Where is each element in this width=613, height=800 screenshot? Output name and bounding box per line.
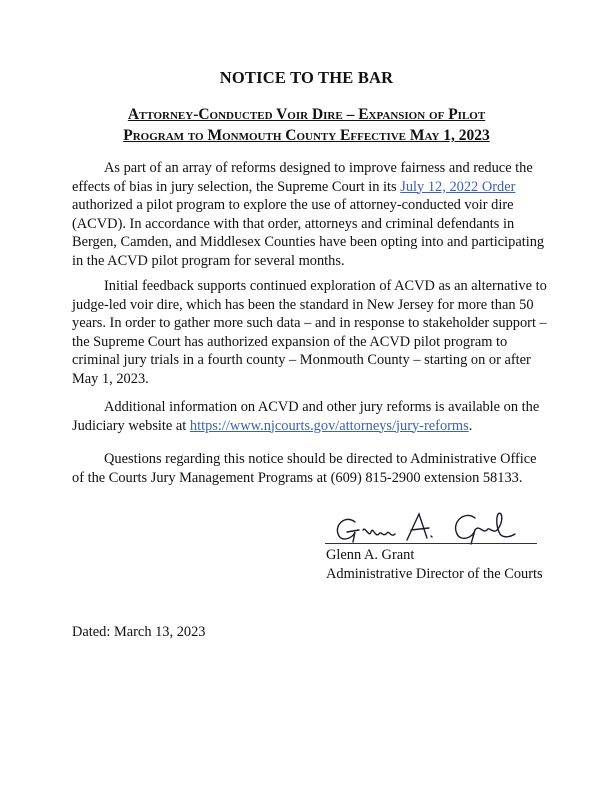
jury-reforms-link[interactable]: https://www.njcourts.gov/attorneys/jury-reforms bbox=[189, 417, 469, 434]
handwritten-signature bbox=[325, 508, 555, 548]
paragraph-intro bbox=[72, 159, 550, 271]
paragraph-feedback-text: Initial feedback supports continued exploration of ACVD as an alternative to judge-led voir dire, which has been the standard in New Jersey for more than 50 years. In order to gather more such data – and in response to stakeholder support – the Supreme Court has authorized expansion of the ACVD pilot program to criminal jury trials in a fourth county – Monmouth County – starting on or after May 1, 2023. bbox=[72, 278, 547, 387]
paragraph-feedback bbox=[72, 277, 550, 389]
paragraph-questions bbox=[72, 450, 550, 487]
paragraph-questions-text: Questions regarding this notice should be directed to Administrative Office of the Courts Jury Management Programs at (609) 815-2900 extension 58133. bbox=[72, 451, 537, 486]
paragraph-info-text: Additional information on ACVD and other jury reforms is available on the Judiciary website at bbox=[72, 399, 540, 434]
dated-line: Dated: March 13, 2023 bbox=[72, 624, 206, 640]
order-link[interactable]: July 12, 2022 Order bbox=[400, 178, 516, 195]
notice-subject bbox=[60, 104, 553, 146]
subject-line-2: Program to Monmouth County Effective May 1, 2023 bbox=[123, 127, 490, 144]
notice-title: NOTICE TO THE BAR bbox=[219, 68, 394, 87]
paragraph-intro-text-end: authorized a pilot program to explore the use of attorney-conducted voir dire (ACVD). In accordance with that order, attorneys and criminal defendants in Bergen, Camden, and Middlesex Counties have been opting into and participating in the ACVD pilot program for several months. bbox=[72, 197, 545, 269]
paragraph-info-period: . bbox=[468, 417, 473, 434]
paragraph-intro-text-start: As part of an array of reforms designed to improve fairness and reduce the effects of bias in jury selection, the Supreme Court in its bbox=[72, 160, 533, 195]
signer-name: Glenn A. Grant bbox=[326, 547, 415, 563]
signature-drawing bbox=[325, 508, 555, 548]
signer-block bbox=[326, 546, 543, 583]
subject-line-1: Attorney-Conducted Voir Dire – Expansion of Pilot bbox=[127, 106, 486, 123]
signature-line bbox=[325, 543, 537, 544]
signer-title: Administrative Director of the Courts bbox=[326, 565, 543, 582]
paragraph-info bbox=[72, 398, 550, 435]
